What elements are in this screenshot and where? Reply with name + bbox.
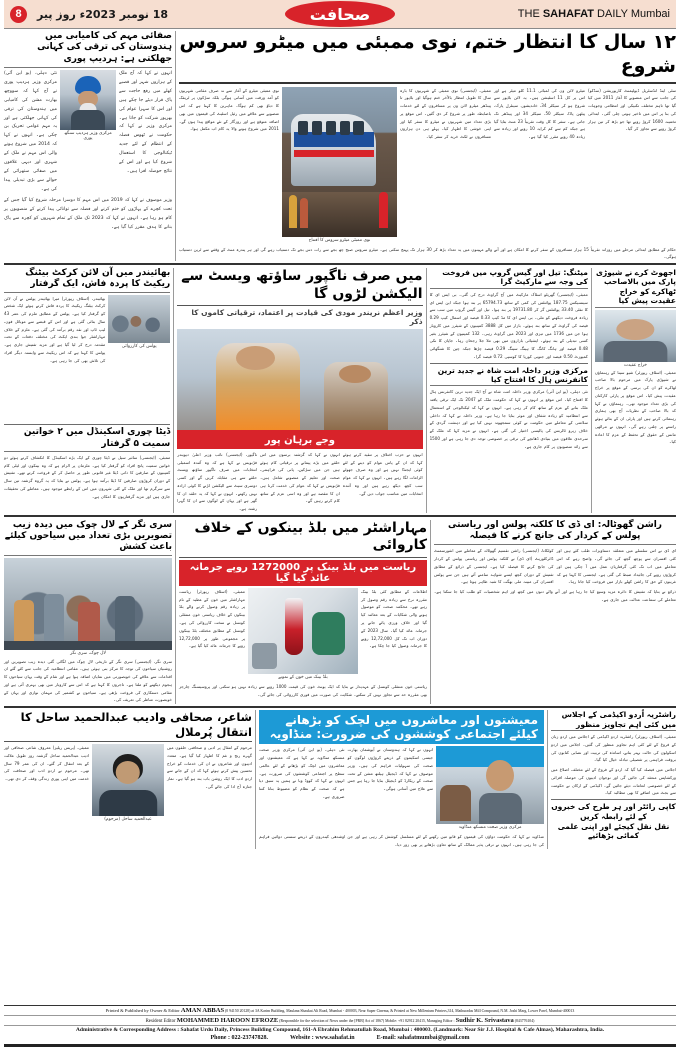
blood-bank-headline: مہاراشٹر میں بلڈ بینکوں کے خلاف کاروائی [179, 520, 427, 558]
top-section [4, 31, 676, 261]
fadnavis-body-1: ناگپور، (ایجنسی) نائب وزیر اعلیٰ دیویندر فڑنویس نے کہا ہے کہ وہ آئندہ اسمبلی انتخابات میں صرف ناگپور ساؤتھ ویسٹ حلقے سے ہی مقابلہ کریں گے اور کسی دوسری سیٹ سے الیکشن لڑنے کا کوئی ارادہ نہیں رکھتے۔ انہوں نے کہا کہ یہ حلقہ ان کا گھر ہے اور یہاں کے لوگوں سے ان کا گہرا رشتہ ہے۔ [177, 451, 257, 512]
srinagar-body: سری نگر، (ایجنسی) سری نگر کے تاریخی لال چوک میں لگائی گئی دیدہ زیب تصویریں اور روشنیاں سیاحوں کی توجہ کا مرکز بنی ہوئی ہیں۔ مقامی انتظامیہ کی جانب سے کئے گئے ان اقدامات سے علاقے کی خوبصورتی میں نمایاں اضافہ ہوا ہے اور شام کے وقت یہاں سیاحوں کا ہجوم دیکھنے کو ملتا ہے۔ تاجروں کا کہنا ہے کہ اس سے کاروبار میں بھی بہتری آئی ہے اور مقامی دستکاری کی فروخت بڑھی ہے۔ سیاحوں نے کشمیر کی مہمان نوازی اور یہاں کے خوبصورت مناظر کی تعریف کی۔ [4, 658, 172, 703]
masthead-english-title [518, 8, 670, 20]
fadnavis-body-3: انہوں نے حزب اختلاف پر تنقید کرتے ہوئے کہا کہ ان کے پاس عوام کو دینے کے لئے کوئی ایجنڈا نہیں ہے اور وہ صرف جھوٹے الزامات لگا رہے ہیں۔ انہوں نے کہا کہ عوام سب کچھ دیکھ رہے ہیں اور وہ آئندہ انتخابات میں مناسب جواب دیں گے۔ [342, 451, 423, 496]
column-divider [426, 268, 427, 513]
bottom-section [4, 520, 676, 704]
ration-scam-body-1: کولکاتا، (ایجنسی) راشن تقسیم گھوٹالہ کے معاملے میں انفورسمنٹ ڈائرکٹوریٹ (ای ڈی) نے کلکتہ پولس اور ریاستی پولس کے کردار کی جانچ کرنے کا فیصلہ کیا ہے۔ ایجنسی کے ذرائع کے مطابق تفتیش کے دوران کچھ ایسے شواہد سامنے آئے ہیں جن سے پولس افسران کی مبینہ ملی بھگت کا شبہ ظاہر ہوتا ہے۔ [434, 548, 554, 585]
column-divider [175, 31, 176, 261]
mandaviya-caption: مرکزی وزیر صحت منسکھ منڈاویہ [458, 825, 522, 831]
section-divider-3 [4, 706, 676, 708]
fadnavis-rally-photo [177, 329, 422, 449]
footer-printed-label: Printed & Published by Owner & Editor [105, 1008, 181, 1013]
footer-line-address: Administrative & Corresponding Address : Sahafat Urdu Daily, Princess Building Compound, 161-A Ebrahim Rehmatullah Road, Mumbai : 400003. (Landmark: Near Sir J.J. Hospital & Cafe Almas), Maharashtra, India. [4, 1025, 676, 1034]
amit-shah-headline: مرکزی وزیر داخلہ امت شاہ نے جدید ترین کانفرنس ہال کا افتتاح کیا [430, 366, 588, 387]
bhayandar-body: بھائیندر، (اسٹاف رپورٹر) میرا بھائیندر پولس نے آن لائن کرکٹ بیٹنگ ریکیٹ کا پردہ فاش کرتے ہوئے ایک شخص کو گرفتار کیا ہے۔ پولس کے مطابق ملزم کی عمر 43 سال بتائی گئی ہے اور اس کے قبضے سے موبائل فون، لیپ ٹاپ اور نقد رقم برآمد کی گئی ہے۔ ملزم کے خلاف مہاراشٹر جوا بندی ایکٹ کی مختلف دفعات کے تحت مقدمہ درج کر لیا گیا ہے اور مزید تفتیش جاری ہے۔ پولس کا کہنا ہے کہ اس ریکیٹ سے وابستہ دیگر افراد کی تلاش بھی کی جا رہی ہے۔ [4, 295, 106, 363]
lead-body-c: سٹی اینڈ انڈسٹریل ڈیولپمنٹ کارپوریشن (سڈکو) کی جانب سے اس منصوبے کا آغاز 2011 میں کیا گیا تھا تاہم مختلف تکنیکی اور انتظامی وجوہات کی بنا پر اس میں تاخیر ہوتی چلی گئی۔ ابتدائی تخمینہ 1600 کروڑ روپے تھا جو بڑھ کر تین ہزار کروڑ روپے سے تجاوز کر گیا۔ [588, 87, 676, 132]
hardeep-puri-photo [60, 70, 116, 130]
column-divider [547, 710, 548, 849]
bottom-center-column [179, 520, 427, 704]
footer-line-publisher [4, 1005, 676, 1015]
ad-slogan-2: نقل نقل کیجئے اور اپنی علمی کمائی بڑھائیے [557, 821, 670, 841]
page-number-badge: 8 [10, 6, 27, 23]
mandaviya-body-1: نئی دہلی، (یو این آئی) مرکزی وزیر صحت منسکھ منڈاویہ نے کہا ہے کہ معیشتوں اور معاشروں میں لچک کو بڑھانے کے لئے عالمی سطح پر اجتماعی کوششوں کی ضرورت ہے۔ انہوں نے کہا کہ کووڈ وبا نے ہمیں یہ سبق دیا ہے کہ صحت کے نظام کو مضبوط بنانا کتنا ضروری ہے۔ [259, 747, 345, 799]
mandaviya-story [259, 710, 544, 849]
footer-resident-label: Resident Editor [145, 1019, 177, 1024]
blood-bank-redbar: ریاست میں بلڈ بینک پر 1272000 روپے جرمانہ عائد کیا گیا [179, 560, 427, 586]
thackeray-body: ممبئی، (اسٹاف رپورٹر) شیو سینا کے رہنماؤں نے شیوڑی پارک میں مرحوم بالا صاحب ٹھاکرے کو ان کی برسی کے موقع پر خراج عقیدت پیش کیا۔ اس موقع پر پارٹی کارکنان کی بڑی تعداد موجود تھی۔ رہنماؤں نے کہا کہ بالا صاحب کے نظریات آج بھی ہماری رہنمائی کرتے ہیں اور پارٹی ان کے بتائے ہوئے راستے پر چلتی رہے گی۔ انہوں نے مراٹھی مانس کے حقوق کے تحفظ کے عزم کا اعادہ کیا۔ [594, 369, 676, 445]
footer-owner-name: AMAN ABBAS [180, 1007, 225, 1014]
footer-end-bar [4, 1044, 676, 1047]
obituary-story [4, 710, 252, 849]
bottom-left-column [4, 520, 172, 704]
lal-chowk-photo [4, 558, 172, 650]
ration-scam-body-2: ای ڈی نے اس سلسلے میں متعلقہ دستاویزات طلب کئے ہیں اور کئی افسران سے پوچھ گچھ کی جائے گی۔ واضح رہے کہ اس معاملے میں اب تک کئی گرفتاریاں عمل میں آ چکی ہیں اور کروڑوں روپے کی جائیداد ضبط کی گئی ہے۔ ایجنسی کا کہنا ہے کہ غریبوں کے حق کا راشن کھلے بازار میں فروخت کیا جاتا رہا۔ [556, 548, 676, 585]
blood-bank-body-2: اطلاعات کے مطابق کئی بلڈ بینک مقررہ نرخ سے زیادہ رقم وصول کر رہے تھے۔ محکمہ صحت کو موصول ہونے والی شکایات کے بعد معائنہ کیا گیا اور خلاف ورزی پائے جانے پر جرمانہ عائد کیا گیا۔ سال 2023 کے دوران اب تک کل 12,72,000 روپے کا جرمانہ وصول کیا جا چکا ہے۔ [361, 588, 427, 649]
top-left-headline: صفائی مہم کی کامیابی میں ہندوستان کی ترقی کی کہانی جھلکتی ہے: ہردیپ پوری [4, 31, 172, 68]
divider [551, 799, 676, 800]
data-theft-headline: ڈیٹا چوری اسکینڈل میں ۲ خواتین سمیت ۵ گرفتار [4, 427, 170, 452]
masthead [4, 0, 676, 29]
footer-printed-address: (0 94150 20128) at 3A Karim Building, Maulana Shaukat Ali Road, Mumbai - 400003, Near Super Cinema, & Printed at New Millenium Printers,314, Mathuradas Mill Compound, N.M. Joshi Marg, Lower Parel, Mumbai-400013 [224, 1009, 575, 1013]
middle-section [4, 268, 676, 513]
masthead-title-pre: THE [517, 8, 543, 20]
footer-website[interactable]: Website : www.sahafat.in [289, 1035, 355, 1041]
footer-managing-editor-name: Sudhir K. Srivastava [455, 1017, 514, 1024]
section-divider-1 [4, 263, 676, 265]
lead-story [179, 31, 676, 261]
thackeray-tribute-headline: اجھوٹ کرے نے شیوڑی پارک میں بالاصاحب ٹھاکرے کو خراج عقیدت پیش کیا [595, 268, 676, 308]
sahafat-logo: صحافت [285, 1, 395, 27]
top-left-story [4, 31, 172, 261]
police-raid-photo [108, 295, 170, 343]
top-left-body-3: وزیر موصوف نے کہا کہ 2019 میں اس مہم کا دوسرا مرحلہ شروع کیا گیا جس کے تحت کچرے کے پہاڑوں کو ختم کرنے اور فضلہ سے توانائی پیدا کرنے کے منصوبوں پر کام ہو رہا ہے۔ انہوں نے کہا کہ 2023 تک ملک کے تمام شہروں کو کچرہ سے پاک بنانے کا ہدف مقرر کیا گیا ہے۔ [4, 198, 172, 230]
column-divider [591, 268, 592, 513]
divider [4, 424, 170, 425]
footer-line-resident-editor [4, 1015, 676, 1025]
srinagar-headline: سری نگر کے لال چوک میں دیدہ زیب تصویریں بڑی تعداد میں سیاحوں کیلئے باعث کشش [4, 520, 172, 556]
blood-bank-body-1: ممبئی، (اسٹاف رپورٹر) ریاست مہاراشٹر میں خون کے عطیہ کے نام پر زیادہ رقم وصول کرنے والے بلڈ بینکوں کے خلاف ریاستی خون منتقلی کونسل نے سخت کارروائی کی ہے۔ کونسل کے مطابق مختلف بلڈ بینکوں پر مجموعی طور پر 12,72,000 روپے کا جرمانہ عائد کیا گیا ہے۔ [179, 588, 245, 649]
lower-section [4, 710, 676, 849]
lead-caption: نوی ممبئی میٹرو سروس کا افتتاح [308, 237, 371, 243]
lead-body-b: میٹرو لائن ون کی لمبائی 11.1 کلو میٹر ہے اور اس پر کل 11 اسٹیشن ہیں۔ یہ لائن بلاپور سے شروع ہو کر سیکٹر 34، خاندیشور، سینٹرل پارک، پیٹھن پاڈا، سیکٹر 50، سیکٹر 34 اور پینڈھر تک جاتی ہے۔ سفر کا کل وقت تقریباً 23 منٹ بتایا گیا ہے جبکہ کم سے کم کرایہ 10 روپے اور زیادہ سے زیادہ 40 روپے مقرر کیا گیا ہے۔ [494, 87, 586, 140]
footer-resident-editor-name: MOHAMMED HAROON EFROZE [176, 1017, 279, 1024]
footer-contact-row [4, 1034, 676, 1042]
masthead-title-brand: SAHAFAT [542, 8, 594, 20]
obituary-body-2: مرحوم کے انتقال پر ادبی و صحافتی حلقوں میں گہرے رنج و غم کا اظہار کیا گیا ہے۔ متعدد ادیبوں اور شاعروں نے ان کی خدمات کو خراج تحسین پیش کرتے ہوئے کہا کہ ان کے جانے سے اردو ادب کا ایک روشن باب بند ہو گیا ہے۔ نماز جنازہ آج ادا کی جائے گی۔ [166, 745, 252, 789]
footer-prb-note: (Responsible for the selection of News under the [PRB] Act of 1867) Mobile: +91 82912 20415, Managing Editor : [278, 1019, 456, 1023]
footer-email[interactable]: E-mail: sahafatmumbai@gmail.com [376, 1035, 470, 1041]
urdu-academy-body-1: ممبئی، (اسٹاف رپورٹر) راشٹریہ اردو اکیڈمی کے اجلاس میں اردو زبان کے فروغ کے لئے کئی اہم تجاویز منظور کی گئیں۔ اجلاس میں اردو اسکولوں کی حالت بہتر بنانے، اساتذہ کی تربیت اور نصابی کتابوں کی بروقت فراہمی پر تفصیلی تبادلہ خیال کیا گیا۔ [551, 734, 676, 763]
thackeray-tribute-photo [595, 310, 676, 362]
top-left-body-2: انہوں نے کہا کہ آج ملک کے ہزاروں شہر اور قصبے کھلے میں رفع حاجت سے پاک قرار دیئے جا چکے ہیں اور اس کا سہرا عوام کی بھرپور شرکت کو جاتا ہے۔ مرکزی وزیر نے کہا کہ حکومت نے ٹھوس فضلہ کے انتظام کے لئے جدید ٹیکنالوجی کا استعمال شروع کیا ہے اور اس کے نتائج حوصلہ افزا ہیں۔ [119, 70, 172, 175]
mandaviya-body-2: انہوں نے کہا کہ ہندوستان نے آیوشمان بھارت جیسی اسکیموں کے ذریعے کروڑوں لوگوں کو صحت کی سہولیات فراہم کی ہیں۔ وزیر موصوف نے کہا کہ ڈیجیٹل ہیلتھ مشن کے تحت صحت کے ریکارڈ کو ڈیجیٹل بنایا جا رہا ہے جس سے علاج میں آسانی ہوگی۔ [347, 747, 433, 792]
top-left-body-1: نئی دہلی، (یو این آئی) مرکزی وزیر ہردیپ پوری نے آج کہا کہ سووچھ بھارت مشن کی کامیابی میں ہندوستان کی ترقی کی کہانی جھلکتی ہے اور یہ مہم عوامی تحریک بن چکی ہے۔ انہوں نے کہا کہ 2014 میں شروع ہونے والی اس مہم نے ملک کے شہری اور دیہی علاقوں میں صفائی ستھرائی کے حوالے سے بڑی تبدیلی پیدا کی ہے۔ [4, 70, 58, 193]
fadnavis-headline: میں صرف ناگپور ساؤتھ ویسٹ سے الیکشن لڑوں گا [177, 268, 422, 306]
column-divider [173, 268, 174, 513]
divider [430, 363, 588, 364]
top-left-caption: مرکزی وزیر ہردیپ سنگھ پوری [64, 130, 112, 141]
amit-shah-body: نئی دہلی، (یو این آئی) مرکزی وزیر داخلہ امت شاہ نے آج ایک جدید ترین کانفرنس ہال کا افتتاح کیا۔ اس موقع پر انہوں نے کہا کہ حکومت ملک کو 2047 تک ایک ترقی یافتہ ملک بنانے کے عزم کے ساتھ کام کر رہی ہے۔ انہوں نے کہا کہ ٹیکنالوجی کے استعمال سے انتظامیہ کو زیادہ شفاف اور موثر بنایا جا رہا ہے۔ وزیر داخلہ نے کہا کہ داخلی سلامتی کے معاملے میں حکومت نے کوئی سمجھوتہ نہیں کیا ہے اور دہشت گردی کے خلاف زیرو ٹالرنس کی پالیسی اختیار کی گئی ہے۔ انہوں نے مزید کہا کہ ملک کے سرحدی علاقوں میں بنیادی ڈھانچے کی ترقی پر خصوصی توجہ دی جا رہی ہے اور 1500 سے زائد منصوبوں پر کام جاری ہے۔ [429, 389, 588, 449]
mandaviya-body-3: منڈاویہ نے کہا کہ حکومت دواؤں کی قیمتوں کو قابو میں رکھنے کے لئے مسلسل کوشش کر رہی ہے اور جن اوشدھی کیندروں کے ذریعے سستی دوائیں فراہم کی جا رہی ہیں۔ انہوں نے ترقی پذیر ممالک کے ساتھ تعاون بڑھانے پر بھی زور دیا۔ [259, 834, 544, 848]
data-theft-body: ممبئی، (ایجنسی) سائبر سیل نے ڈیٹا چوری کے ایک بڑے اسکینڈل کا انکشاف کرتے ہوئے دو خواتین سمیت پانچ افراد کو گرفتار کیا ہے۔ ملزمان پر الزام ہے کہ وہ بینکوں اور ٹیلی کام کمپنیوں کے صارفین کا ذاتی ڈیٹا غیر قانونی طور پر حاصل کر کے فروخت کرتے تھے۔ تفتیش کے دوران کروڑوں صارفین کا ڈیٹا برآمد ہوا ہے۔ پولس نے بتایا کہ یہ گروہ گزشتہ تین سال سے سرگرم تھا اور ملک کے کئی شہروں میں اس کے رابطے موجود ہیں۔ معاملے کی تحقیقات جاری ہیں اور مزید گرفتاریوں کا امکان ہے۔ [4, 454, 171, 499]
thackeray-caption: خراج عقیدت [623, 362, 648, 368]
middle-right-column [430, 268, 588, 513]
blood-bank-body-3: ریاستی خون منتقلی کونسل کے عہدیدار نے بتایا کہ ایک یونٹ خون کی قیمت 1000 روپے سے زیادہ نہیں ہو سکتی اور پروسیسنگ چارجز بھی مقررہ حد سے تجاوز نہیں کر سکتے۔ شکایت کی صورت میں فوری کارروائی کی جائے گی۔ [179, 683, 427, 697]
lead-headline: ۱۲ سال کا انتظار ختم، نوی ممبئی میں میٹرو سروس شروع [179, 31, 676, 84]
market-headline: میٹنگ: تیل اور گیس گروپ میں فروخت کی وجہ سے مارکیٹ گرا [430, 268, 588, 289]
fadnavis-body-2: انہوں نے کہا کہ گزشتہ برسوں میں اس حلقے میں بڑے پیمانے پر ترقیاتی کام ہوئے ہیں جن میں سڑکیں، پانی کی فراہمی، صحت اور تعلیم کے منصوبے شامل ہیں۔ فڑنویس نے کہا کہ عوام کی خدمت کرنا ہی ان کا مقصد ہے اور وہ اسی عزم کے ساتھ کام کرتے رہیں گے۔ [260, 451, 340, 504]
middle-left-column [4, 268, 170, 513]
column-divider [255, 710, 256, 849]
obituary-body-1: ممبئی، (پریس ریلیز) معروف شاعر، صحافی اور ادیب عبدالحمید ساحل گزشتہ روز طویل علالت کے بعد انتقال کر گئے۔ ان کی عمر 79 سال تھی۔ مرحوم نے اردو ادب اور صحافت کی خدمت میں اپنی پوری زندگی وقف کر دی تھی۔ [4, 745, 89, 782]
column-divider [175, 520, 176, 704]
srinagar-caption: لال چوک، سری نگر [70, 650, 106, 656]
urdu-academy-headline: راشٹریہ اُردو اکیڈمی کے اجلاس میں کئی اہم تجاویز منظور [551, 710, 676, 731]
middle-far-right-column [595, 268, 676, 513]
column-divider [430, 520, 431, 704]
lead-body-d: حکام کے مطابق ابتدائی مرحلے میں روزانہ تقریباً 15 ہزار مسافروں کے سفر کرنے کا امکان ہے اور آنے والے مہینوں میں یہ تعداد بڑھ کر 30 ہزار تک پہنچ سکتی ہے۔ میٹرو سروس صبح چھ بجے سے رات دس بجے تک دستیاب رہے گی اور ہر پندرہ منٹ کے وقفے سے ٹرین دستیاب ہوگی۔ [179, 246, 677, 260]
blood-bank-photo [248, 588, 358, 674]
market-body: ممبئی، (ایجنسی) گھریلو اسٹاک مارکیٹ میں آج گراوٹ درج کی گئی۔ بی ایس ای کا سینسیکس 187.75 پوائنٹس کی کمی کے ساتھ 65794.73 پر بند ہوا جبکہ این ایس ای کا نفٹی 33.40 پوائنٹس گر کر 19731.80 پر بند ہوا۔ تیل اور گیس گروپ میں سب سے زیادہ فروخت دیکھنے کو ملی۔ بی ایس ای کا مڈ کیپ 0.33 فیصد اور اسمال کیپ 0.29 فیصد کی گراوٹ کے ساتھ بند ہوئے۔ بازار میں کل 3888 کمپنیوں کے شیئرز میں کاروبار ہوا جن میں 1736 میں تیزی اور 2023 میں گراوٹ رہی۔ 132 کمپنیوں کے شیئرز بغیر کسی تبدیلی کے بند ہوئے۔ ایشیائی بازاروں میں بھی ملا جلا رجحان رہا۔ جاپان کا نکی 0.48 فیصد اور ہانگ کانگ کا ہینگ سینگ 0.29 فیصد چڑھا جبکہ چین کا شنگھائی کمپوزٹ 0.50 فیصد اور جنوبی کوریا کا کوسپی 0.72 فیصد گرا۔ [429, 291, 588, 359]
footer-phone: Phone : 022-23747828. [210, 1035, 268, 1041]
lead-body-e: نوی ممبئی میٹرو کے آغاز سے نہ صرف مقامی شہریوں کو آمد ورفت میں آسانی ہوگی بلکہ سڑکوں پر ٹریفک کا دباؤ بھی کم ہوگا۔ ماہرین کا کہنا ہے کہ اس منصوبے سے علاقے میں رئیل اسٹیٹ کی قیمتوں میں بھی اضافہ متوقع ہے اور روزگار کے نئے مواقع پیدا ہوں گے۔ 2011 میں شروع ہونے والا یہ کام اب مکمل ہوا۔ [179, 87, 279, 132]
masthead-date: 18 نومبر 2023ء روز پیر [37, 7, 169, 21]
bhayandar-headline: بھائیندر میں آن لائن کرکٹ بیٹنگ ریکیٹ کا پردہ فاش، ایک گرفتار [4, 268, 170, 293]
bhayandar-caption: پولس کی کارروائی [121, 343, 157, 349]
mandaviya-photo [436, 746, 544, 824]
mandaviya-headline: معیشتوں اور معاشروں میں لچک کو بڑھانے کیلئے اجتماعی کوششوں کی ضرورت: منڈاویہ [259, 710, 544, 744]
sahil-portrait-photo [92, 744, 164, 816]
obituary-headline: شاعر، صحافی وادیب عبدالحمید ساحل کا انتقال پُرملال [4, 710, 252, 742]
obituary-caption: عبدالحمید ساحل (مرحوم) [104, 817, 152, 822]
footer-imprint [4, 1005, 676, 1047]
vijay-banner-text: وجے برہان پور [264, 435, 335, 447]
lead-body-a: ممبئی، (ایجنسی) نوی ممبئی کے شہریوں کا بارہ سال کا طویل انتظار بالآخر ختم ہوگیا اور بلاپور تا پینڈھر میٹرو لائن ون پر مسافروں کے لئے خدمات باضابطہ طور پر شروع کر دی گئیں۔ اس موقع پر بڑی تعداد میں شہریوں نے میٹرو کا سفر کیا اور اپنی خوشی کا اظہار کیا۔ پہلے ہی دن ہزاروں مسافروں نے ٹکٹ خرید کر سفر کیا۔ [400, 87, 491, 140]
ration-scam-headline: راشن گھوٹالہ: ای ڈی کا کلکتہ پولس اور ریاستی پولس کے کردار کی جانچ کرنے کا فیصلہ [434, 520, 676, 546]
footer-managing-editor-number: (843776104) [513, 1019, 535, 1023]
fadnavis-subhead: وزیر اعظم نریندر مودی کی قیادت پر اعتماد، ترقیاتی کاموں کا ذکر [191, 308, 423, 327]
middle-center-column [177, 268, 422, 513]
urdu-academy-story [551, 710, 676, 849]
bottom-right-column [434, 520, 676, 704]
ration-scam-body-3: ذرائع نے بتایا کہ تفتیش کا دائرہ مزید وسیع کیا جا رہا ہے اور آنے والے دنوں میں کچھ اور اہم شخصیات کو طلب کیا جا سکتا ہے۔ معاملے کی سماعت عدالت میں جاری ہے۔ [434, 589, 676, 602]
blood-bank-caption: بلڈ بینک میں خون کے نمونے [278, 674, 328, 680]
masthead-title-post: DAILY Mumbai [593, 8, 670, 20]
section-divider-2 [4, 515, 676, 517]
urdu-academy-body-2: اجلاس میں فیصلہ کیا گیا کہ اردو کے فروغ کے لئے مختلف اضلاع میں ورکشاپس منعقد کی جائیں گی اور نوجوان ادیبوں کی حوصلہ افزائی کے لئے خصوصی انعامات دیئے جائیں گے۔ اکیڈمی کے ارکان نے حکومت سے بجٹ میں اضافے کا بھی مطالبہ کیا۔ [551, 767, 676, 796]
ad-slogan-1: کاپی رائٹر اور ہر طرح کی خبروں کے لئے رابطہ کریں [551, 802, 676, 821]
metro-train-photo [282, 87, 397, 237]
